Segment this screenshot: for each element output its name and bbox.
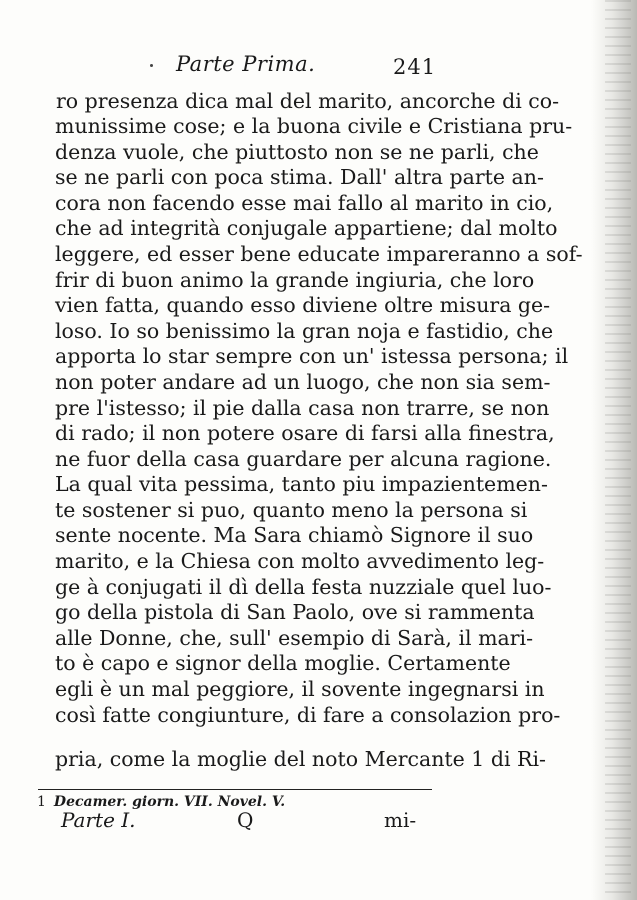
footnote-marker: 1 <box>37 794 46 810</box>
text-line: ne fuor della casa guardare per alcuna ragione. <box>55 447 552 471</box>
text-line: di rado; il non potere osare di farsi alla finestra, <box>55 421 555 445</box>
text-line: vien fatta, quando esso diviene oltre misura ge- <box>55 293 551 317</box>
text-line: marito, e la Chiesa con molto avvedimento leg- <box>55 549 545 573</box>
text-line: La qual vita pessima, tanto piu impazientemen- <box>55 472 548 496</box>
text-line: loso. Io so benissimo la gran noja e fastidio, che <box>55 319 554 343</box>
catchword: mi- <box>384 808 417 832</box>
text-line: pre l'istesso; il pie dalla casa non trarre, se non <box>55 396 550 420</box>
text-line: leggere, ed esser bene educate impareranno a sof- <box>55 242 583 266</box>
text-line: munissime cose; e la buona civile e Cristiana pru- <box>55 114 573 138</box>
text-line: cora non facendo esse mai fallo al marito in cio, <box>55 191 554 215</box>
part-label: Parte I. <box>61 808 136 832</box>
text-line: se ne parli con poca stima. Dall' altra parte an- <box>55 165 544 189</box>
text-line: apporta lo star sempre con un' istessa persona; il <box>55 344 569 368</box>
text-line: ro presenza dica mal del marito, ancorche di co- <box>56 89 560 113</box>
text-line: ge à conjugati il dì della festa nuzziale quel luo- <box>55 575 552 599</box>
text-line: pria, come la moglie del noto Mercante 1 di Ri- <box>55 747 546 771</box>
text-line: che ad integrità conjugale appartiene; dal molto <box>55 216 558 240</box>
text-line: sente nocente. Ma Sara chiamò Signore il suo <box>55 523 534 547</box>
text-line: go della pistola di San Paolo, ove si rammenta <box>55 600 535 624</box>
signature-mark: Q <box>237 808 254 832</box>
text-line: to è capo e signor della moglie. Certamente <box>55 651 511 675</box>
running-title: Parte Prima. <box>176 52 316 76</box>
footnote-rule <box>38 789 432 790</box>
text-line: alle Donne, che, sull' esempio di Sarà, il mari- <box>55 626 534 650</box>
footnote-text: Decamer. giorn. VII. Novel. V. <box>53 794 286 810</box>
text-line: frir di buon animo la grande ingiuria, che loro <box>55 268 535 292</box>
text-line: egli è un mal peggiore, il sovente ingegnarsi in <box>55 677 545 701</box>
text-line: non poter andare ad un luogo, che non sia sem- <box>55 370 551 394</box>
signature-row <box>0 806 637 834</box>
text-line: denza vuole, che piuttosto non se ne parli, che <box>55 140 539 164</box>
page-number: 241 <box>393 55 437 79</box>
text-line: te sostener si puo, quanto meno la persona si <box>55 498 528 522</box>
text-line: così fatte congiunture, di fare a consolazion pro- <box>55 703 561 727</box>
